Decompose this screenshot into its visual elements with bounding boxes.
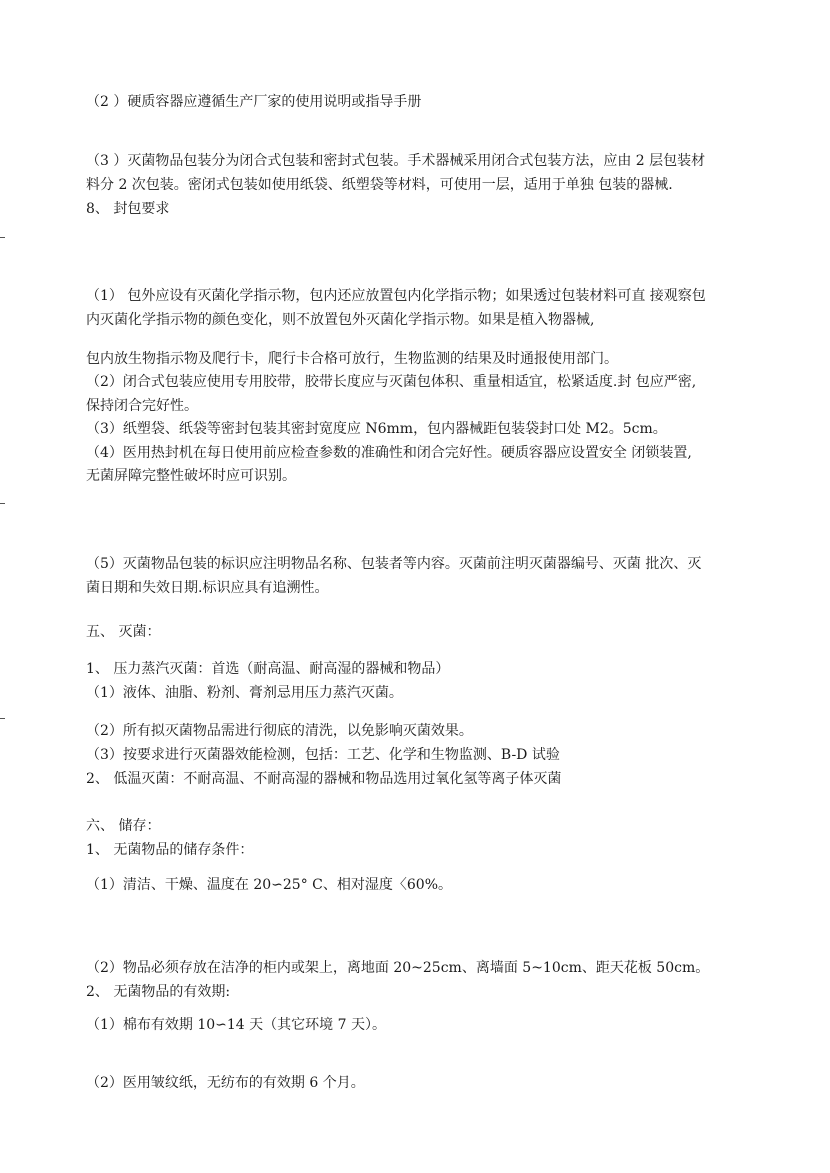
text-line: 2、 无菌物品的有效期: (86, 984, 231, 1000)
text-line: （2）闭合式包装应使用专用胶带，胶带长度应与灭菌包体积、重量相适宜，松紧适度.封 包应严密, (86, 374, 697, 390)
text-line: 料分 2 次包装。密闭式包装如使用纸袋、纸塑袋等材料，可使用一层，适用于单独 包装的器械. (86, 177, 673, 193)
text-line: 包内放生物指示物及爬行卡，爬行卡合格可放行，生物监测的结果及时通报使用部门。 (86, 351, 618, 367)
text-line: 内灭菌化学指示物的颜色变化，则不放置包外灭菌化学指示物。如果是植入物器械, (86, 312, 595, 328)
text-line: （1）清洁、干燥、温度在 20∽25° C、相对湿度〈60%。 (86, 877, 452, 893)
margin-mark (0, 503, 5, 504)
text-line: 六、 储存： (86, 818, 161, 834)
text-line: （1）液体、油脂、粉剂、膏剂忌用压力蒸汽灭菌。 (86, 685, 403, 701)
text-line: （5）灭菌物品包装的标识应注明物品名称、包装者等内容。灭菌前注明灭菌器编号、灭菌 批次、灭 (86, 556, 702, 572)
text-line: （2）医用皱纹纸，无纺布的有效期 6 个月。 (86, 1075, 365, 1091)
text-line: 无菌屏障完整性破坏时应可识别。 (86, 468, 296, 484)
text-line: （2）物品必须存放在洁净的柜内或架上，离地面 20~25cm、离墙面 5~10cm、距天花板 50cm。 (86, 960, 710, 976)
text-line: 五、 灭菌： (86, 624, 161, 640)
text-line: （3 ）灭菌物品包装分为闭合式包装和密封式包装。手术器械采用闭合式包装方法，应由 2 层包装材 (86, 153, 706, 169)
text-line: （1） 包外应设有灭菌化学指示物，包内还应放置包内化学指示物；如果透过包装材料可直 接观察包 (86, 288, 706, 304)
text-line: 2、 低温灭菌：不耐高温、不耐高湿的器械和物品选用过氧化氢等离子体灭菌 (86, 771, 562, 787)
text-line: （2 ）硬质容器应遵循生产厂家的使用说明或指导手册 (86, 94, 422, 110)
text-line: 1、 压力蒸汽灭菌：首选（耐高温、耐高湿的器械和物品） (86, 661, 450, 677)
text-line: 菌日期和失效日期.标识应具有追溯性。 (86, 580, 329, 596)
margin-mark (0, 237, 5, 238)
margin-mark (0, 718, 5, 719)
text-line: （2）所有拟灭菌物品需进行彻底的清洗，以免影响灭菌效果。 (86, 723, 473, 739)
text-line: （3）按要求进行灭菌器效能检测，包括：工艺、化学和生物监测、B-D 试验 (86, 747, 560, 763)
text-line: 8、 封包要求 (86, 201, 170, 217)
text-line: 保持闭合完好性。 (86, 398, 198, 414)
text-line: 1、 无菌物品的储存条件： (86, 842, 254, 858)
text-line: （3）纸塑袋、纸袋等密封包装其密封宽度应 N6mm，包内器械距包装袋封口处 M2。5cm。 (86, 421, 667, 437)
text-line: （1）棉布有效期 10∽14 天（其它环境 7 天）。 (86, 1017, 386, 1033)
text-line: （4）医用热封机在每日使用前应检查参数的准确性和闭合完好性。硬质容器应设置安全 闭锁装置, (86, 445, 692, 461)
